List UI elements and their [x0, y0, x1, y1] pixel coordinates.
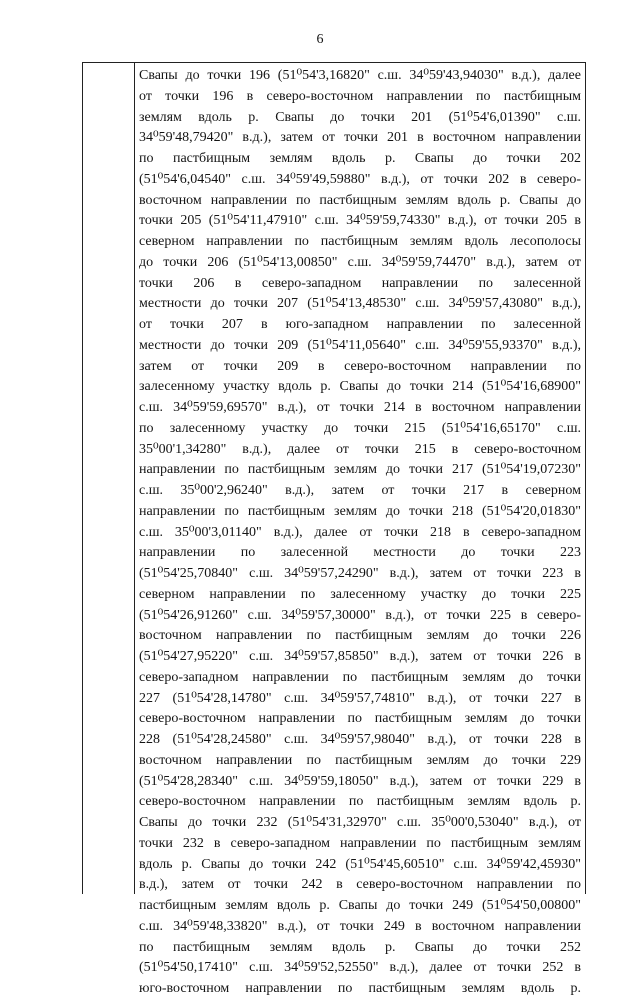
text-line: затем от точки 209 в северо-восточном направлении по: [139, 358, 581, 374]
text-line: юго-восточном направлении по пастбищным землям вдоль р.: [139, 981, 581, 996]
text-line: северо-восточном направлении по пастбищным землям вдоль р.: [139, 794, 581, 810]
text-line: до точки 206 (51⁰54'13,00850" с.ш. 34⁰59'59,74470" в.д.), затем от: [139, 254, 581, 270]
text-line: направлении по пастбищным землям до точки 218 (51⁰54'20,01830": [139, 503, 581, 519]
text-line: землям вдоль р. Свапы до точки 201 (51⁰54'6,01390" с.ш.: [139, 109, 581, 125]
text-line: северо-восточном направлении по пастбищным землям до точки: [139, 711, 581, 727]
text-line: направлении по залесенной местности до точки 223: [139, 545, 581, 561]
document-table: [82, 62, 586, 996]
text-line: северном направлении по пастбищным землям вдоль лесополосы: [139, 234, 581, 249]
text-line: (51⁰54'28,28340" с.ш. 34⁰59'59,18050" в.д.), затем от точки 229 в: [139, 773, 581, 789]
text-line: Свапы до точки 196 (51⁰54'3,16820" с.ш. 34⁰59'43,94030" в.д.), далее: [139, 68, 581, 83]
text-line: от точки 196 в северо-восточном направлении по пастбищным: [139, 88, 581, 104]
text-line: в.д.), затем от точки 242 в северо-восточном направлении по: [139, 877, 581, 893]
text-line: с.ш. 35⁰00'2,96240" в.д.), затем от точки 217 в северном: [139, 483, 581, 498]
text-line: местности до точки 209 (51⁰54'11,05640" с.ш. 34⁰59'55,93370" в.д.),: [139, 337, 581, 353]
table-left-column: [83, 63, 135, 894]
text-line: северо-западном направлении по пастбищным землям до точки: [139, 669, 581, 685]
text-line: направлении по пастбищным землям до точки 217 (51⁰54'19,07230": [139, 462, 581, 478]
text-line: по пастбищным землям вдоль р. Свапы до точки 202: [139, 151, 581, 166]
text-line: восточном направлении по пастбищным землям вдоль р. Свапы до: [139, 192, 581, 208]
text-line: 35⁰00'1,34280" в.д.), далее от точки 215 в северо-восточном: [139, 441, 581, 457]
text-line: 228 (51⁰54'28,24580" с.ш. 34⁰59'57,98040" в.д.), от точки 228 в: [139, 732, 581, 747]
text-line: (51⁰54'25,70840" с.ш. 34⁰59'57,24290" в.д.), затем от точки 223 в: [139, 566, 581, 581]
text-line: восточном направлении по пастбищным землям до точки 226: [139, 628, 581, 644]
text-line: (51⁰54'50,17410" с.ш. 34⁰59'52,52550" в.д.), далее от точки 252 в: [139, 960, 581, 976]
text-line: 227 (51⁰54'28,14780" с.ш. 34⁰59'57,74810" в.д.), от точки 227 в: [139, 690, 581, 706]
text-line: залесенному участку вдоль р. Свапы до точки 214 (51⁰54'16,68900": [139, 379, 581, 395]
page-number: 6: [316, 32, 324, 47]
text-line: 34⁰59'48,79420" в.д.), затем от точки 201 в восточном направлении: [139, 130, 581, 146]
text-line: северном направлении по залесенному участку до точки 225: [139, 586, 581, 602]
text-line: пастбищным землям вдоль р. Свапы до точки 249 (51⁰54'50,00800": [139, 898, 581, 913]
text-line: восточном направлении по пастбищным землям до точки 229: [139, 752, 581, 768]
text-line: местности до точки 207 (51⁰54'13,48530" с.ш. 34⁰59'57,43080" в.д.),: [139, 296, 581, 312]
text-line: (51⁰54'26,91260" с.ш. 34⁰59'57,30000" в.д.), от точки 225 в северо-: [139, 607, 581, 623]
text-line: точки 232 в северо-западном направлении по пастбищным землям: [139, 835, 581, 851]
text-line: вдоль р. Свапы до точки 242 (51⁰54'45,60510" с.ш. 34⁰59'42,45930": [139, 856, 581, 872]
text-line: (51⁰54'27,95220" с.ш. 34⁰59'57,85850" в.д.), затем от точки 226 в: [139, 649, 581, 664]
text-line: с.ш. 34⁰59'59,69570" в.д.), от точки 214 в восточном направлении: [139, 400, 581, 415]
table-text-cell: [139, 66, 581, 1000]
text-line: от точки 207 в юго-западном направлении по залесенной: [139, 317, 581, 332]
text-line: точки 205 (51⁰54'11,47910" с.ш. 34⁰59'59,74330" в.д.), от точки 205 в: [139, 213, 581, 229]
text-line: Свапы до точки 232 (51⁰54'31,32970" с.ш. 35⁰00'0,53040" в.д.), от: [139, 815, 581, 830]
text-line: с.ш. 35⁰00'3,01140" в.д.), далее от точки 218 в северо-западном: [139, 524, 581, 540]
text-line: точки 206 в северо-западном направлении по залесенной: [139, 275, 581, 291]
text-line: по залесенному участку до точки 215 (51⁰54'16,65170" с.ш.: [139, 420, 581, 436]
text-line: (51⁰54'6,04540" с.ш. 34⁰59'49,59880" в.д.), от точки 202 в северо-: [139, 171, 581, 187]
text-line: по пастбищным землям вдоль р. Свапы до точки 252: [139, 939, 581, 955]
text-line: с.ш. 34⁰59'48,33820" в.д.), от точки 249 в восточном направлении: [139, 918, 581, 934]
